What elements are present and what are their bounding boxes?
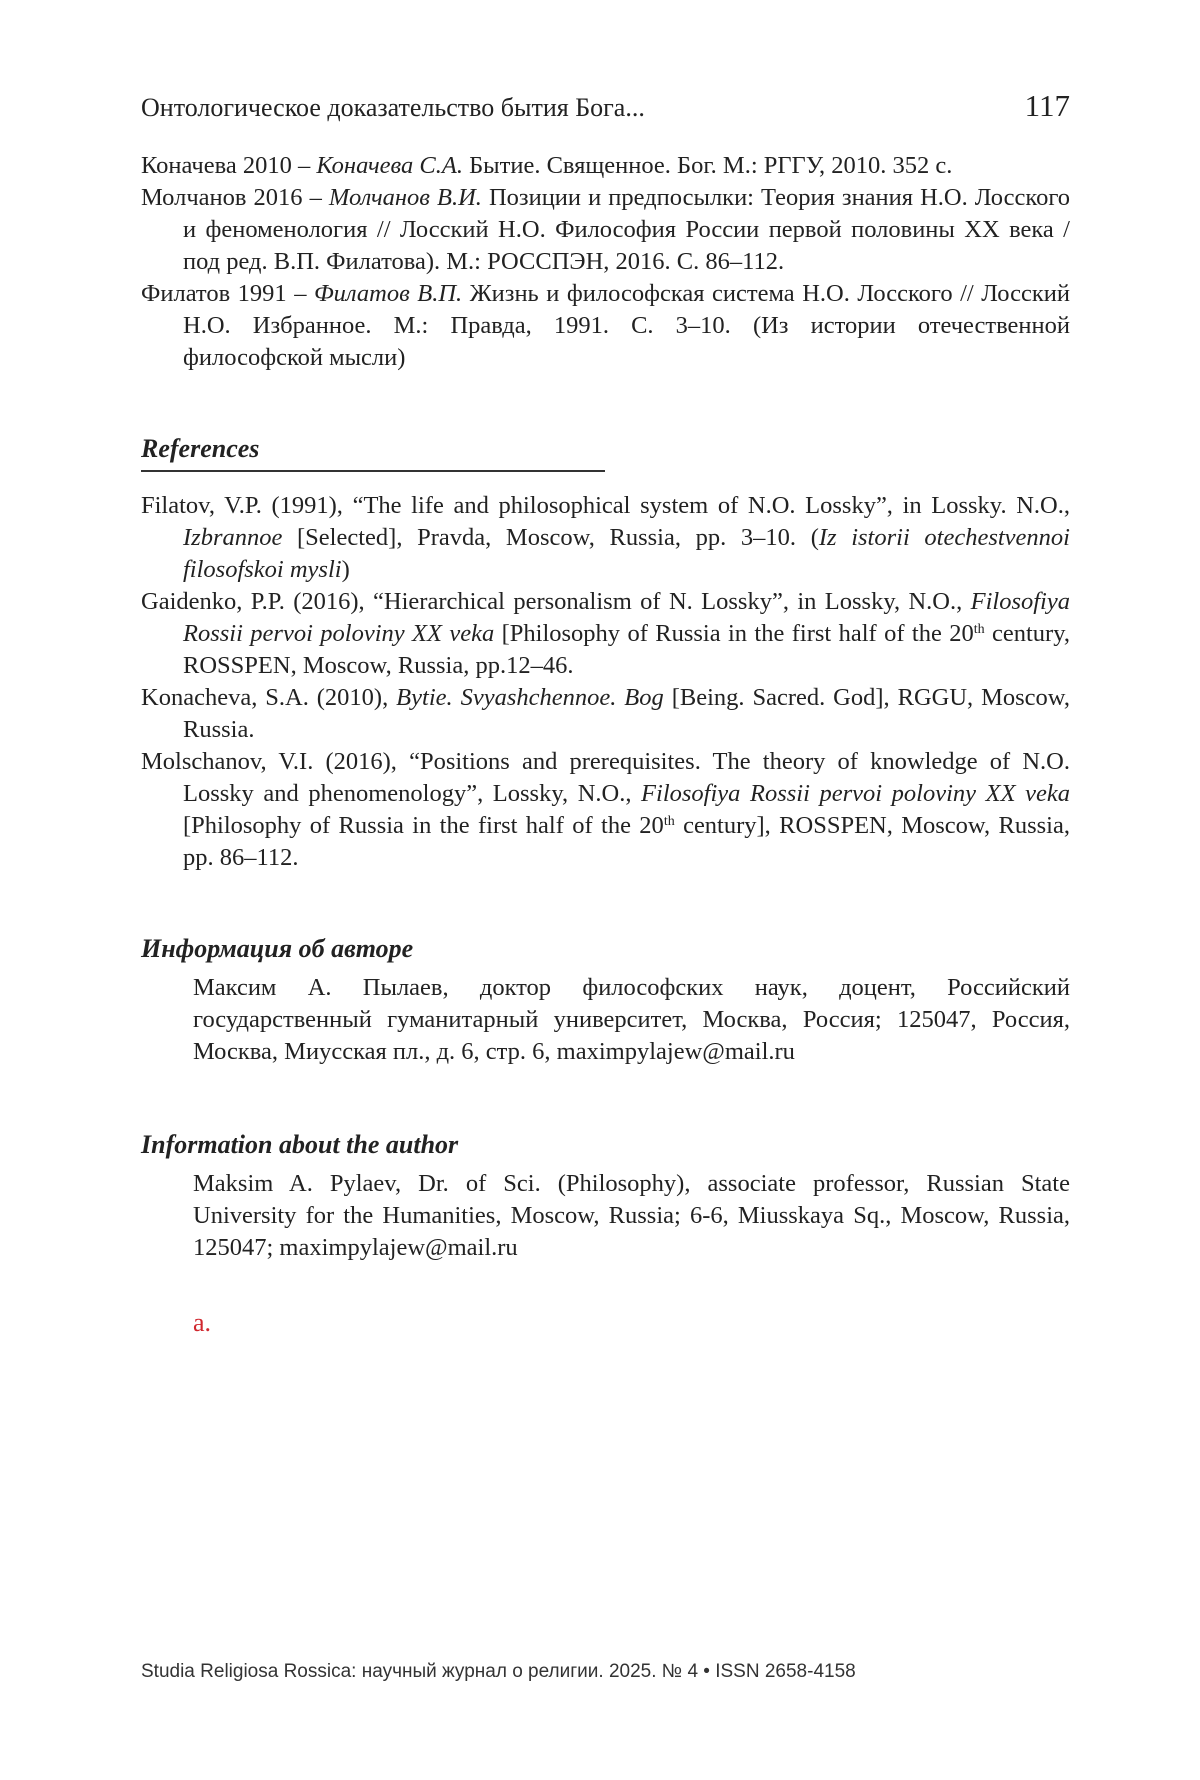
reference-text: century], ROSSPEN, Moscow, Russia, pp. 86–112.: [183, 812, 1070, 871]
reference-key: Коначева 2010 –: [141, 152, 317, 179]
reference-item: [141, 490, 1070, 586]
page-header: [141, 88, 1070, 128]
author-info-heading-en: Information about the author: [141, 1130, 459, 1159]
english-references-list: [141, 490, 1070, 874]
reference-author: Коначева С.А.: [316, 152, 463, 179]
reference-key: Филатов 1991 –: [141, 280, 314, 307]
reference-author: Филатов В.П.: [313, 280, 463, 307]
author-info-text-en: Maksim A. Pylaev, Dr. of Sci. (Philosophy), associate professor, Russian State University for the Humanities, Moscow, Russia; 6-6, Miusskaya Sq., Moscow, Russia, 125047; maximpylajew@mail.ru: [193, 1170, 1070, 1261]
reference-item: [141, 278, 1070, 374]
reference-text: Жизнь и философская система Н.О. Лосского // Лосский Н.О. Избранное. М.: Правда, 1991. С. 3–10. (Из истории отечественной философской мысли): [183, 280, 1070, 371]
reference-text: [Being. Sacred. God], RGGU, Moscow, Russia.: [183, 684, 1071, 743]
journal-footer: Studia Religiosa Rossica: научный журнал о религии. 2025. № 4 • ISSN 2658-4158: [141, 1661, 856, 1682]
reference-text: Бытие. Священное. Бог. М.: РГГУ, 2010. 352 с.: [462, 152, 953, 179]
reference-item: [141, 682, 1070, 746]
reference-title: Filosofiya Rossii pervoi poloviny XX veka: [641, 780, 1070, 807]
reference-text: Konacheva, S.A. (2010),: [141, 684, 397, 711]
reference-series: Iz istorii otechestvennoi filosofskoi mysli: [183, 524, 1070, 583]
reference-item: [141, 150, 1070, 182]
russian-references-list: [141, 150, 1070, 374]
reference-text: ): [341, 556, 350, 583]
reference-item: [141, 182, 1070, 278]
reference-title: Filosofiya Rossii pervoi poloviny XX veka: [183, 588, 1070, 647]
reference-text: Gaidenko, P.P. (2016), “Hierarchical personalism of N. Lossky”, in Lossky, N.O.,: [141, 588, 971, 615]
page-content: [141, 88, 1070, 1338]
reference-key: Молчанов 2016 –: [141, 184, 329, 211]
author-info-heading-ru: Информация об авторе: [141, 934, 414, 963]
reference-author: Молчанов В.И.: [328, 184, 482, 211]
stray-annotation-mark: а.: [193, 1308, 212, 1337]
ordinal-superscript: th: [973, 622, 985, 637]
reference-item: [141, 746, 1070, 874]
running-title: Онтологическое доказательство бытия Бога...: [141, 93, 645, 122]
reference-text: [Philosophy of Russia in the first half of the 20: [494, 620, 974, 647]
author-info-text-ru: Максим А. Пылаев, доктор философских наук, доцент, Российский государственный гуманитарный университет, Москва, Россия; 125047, Россия, Москва, Миусская пл., д. 6, стр. 6, maximpylajew@mail.ru: [193, 974, 1070, 1065]
references-heading: References: [141, 434, 605, 472]
reference-text: century, ROSSPEN, Moscow, Russia, pp.12–46.: [183, 620, 1070, 679]
reference-title: Izbrannoe: [183, 524, 283, 551]
ordinal-superscript: th: [663, 814, 675, 829]
reference-text: [Selected], Pravda, Moscow, Russia, pp. 3–10. (: [282, 524, 819, 551]
reference-text: [Philosophy of Russia in the first half of the 20: [183, 812, 664, 839]
page-number: 117: [1024, 88, 1070, 123]
reference-text: Filatov, V.P. (1991), “The life and philosophical system of N.O. Lossky”, in Lossky. N.O.,: [141, 492, 1070, 519]
reference-title: Bytie. Svyashchennoe. Bog: [396, 684, 664, 711]
reference-text: Позиции и предпосылки: Теория знания Н.О. Лосского и феноменология // Лосский Н.О. Философия России первой половины XX века / под ред. В.П. Филатова). М.: РОССПЭН, 2016. С. 86–112.: [183, 184, 1071, 275]
reference-item: [141, 586, 1070, 682]
reference-text: Molschanov, V.I. (2016), “Positions and prerequisites. The theory of knowledge of N.O. Lossky and phenomenology”, Lossky, N.O.,: [141, 748, 1070, 807]
